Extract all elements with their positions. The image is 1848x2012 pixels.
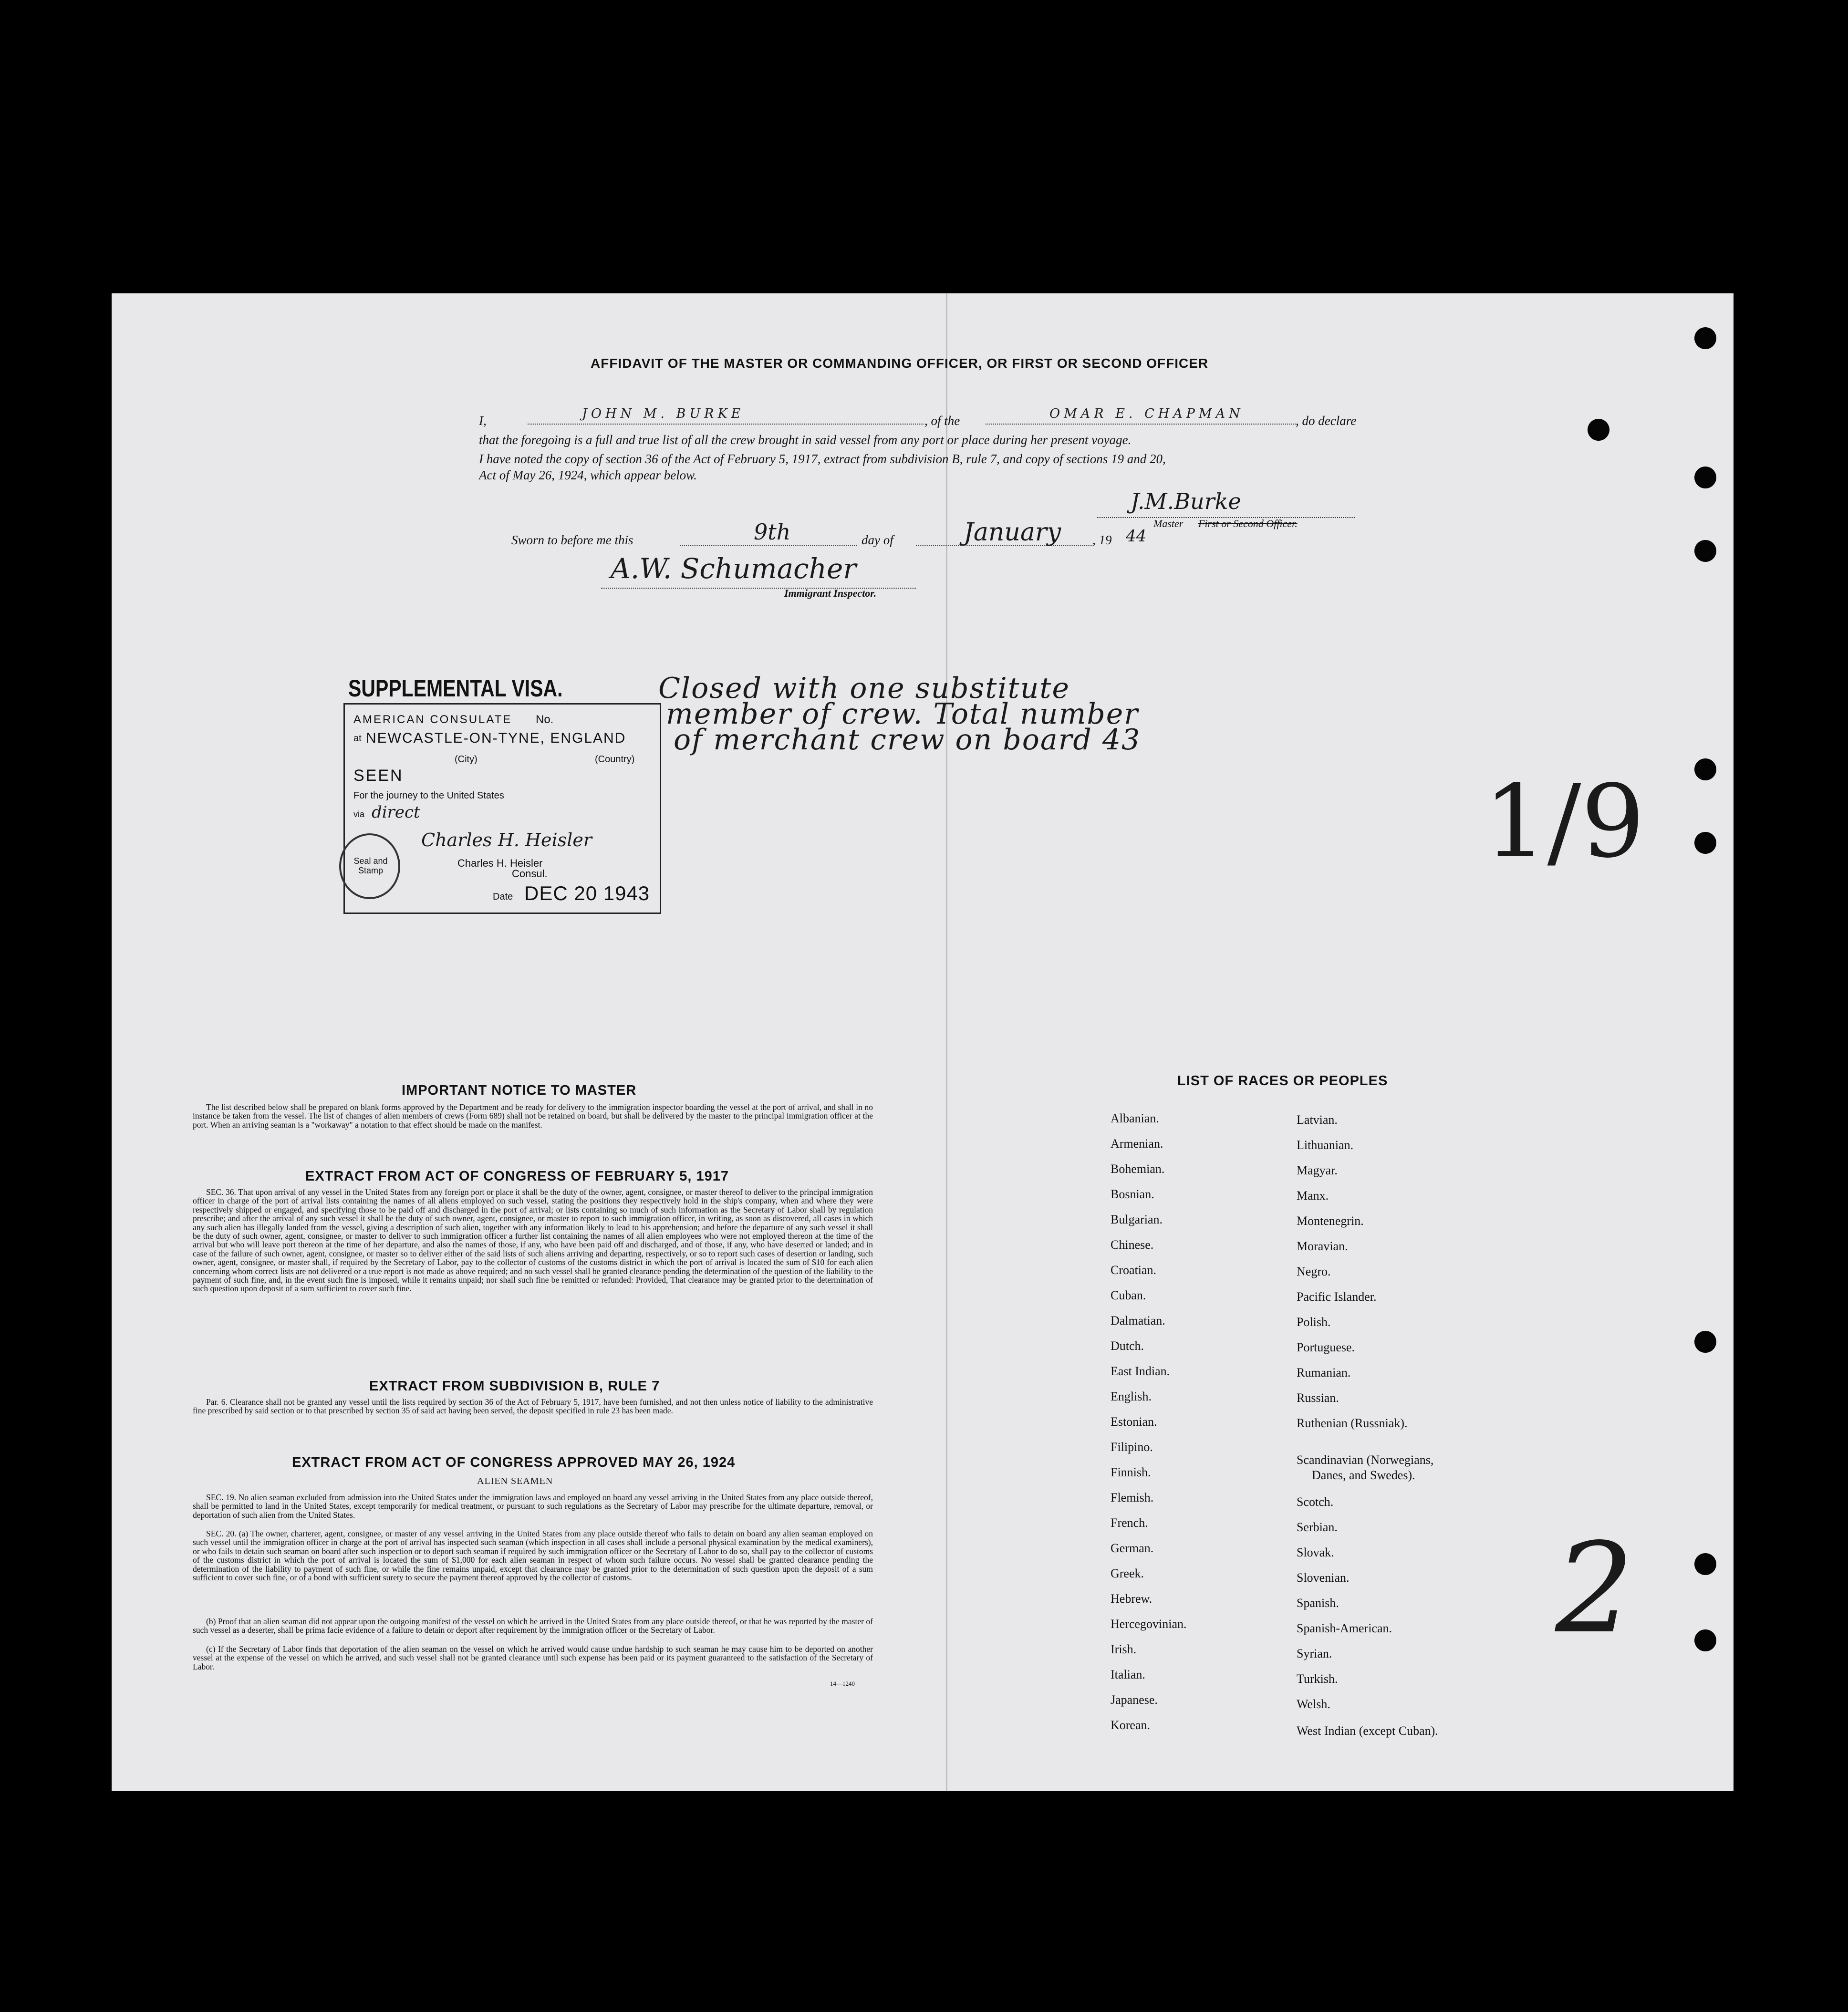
extract-rule-7-body: Par. 6. Clearance shall not be granted any vessel until the lists required by section 36 of the Act of February 5, 1917, have been furnished, and not then unless notice of liability to the administrative fine prescribed by said section or to that prescribed by section 35 of said act having been served, the deposit specified in rule 23 has been made.	[193, 1397, 873, 1416]
stamp-frame	[343, 703, 661, 914]
stamp-date: DEC 20 1943	[524, 882, 650, 904]
race-item: East Indian.	[1111, 1364, 1170, 1378]
race-item: Armenian.	[1111, 1137, 1163, 1151]
stamp-city: NEWCASTLE-ON-TYNE, ENGLAND	[366, 730, 626, 746]
binder-hole	[1694, 1553, 1716, 1575]
binder-hole	[1694, 832, 1716, 854]
race-item: Montenegrin.	[1297, 1214, 1364, 1228]
stamp-date-label: Date	[493, 892, 513, 902]
stamp-journey: For the journey to the United States	[353, 790, 504, 801]
race-item: Russian.	[1297, 1391, 1339, 1405]
race-item: Serbian.	[1297, 1520, 1338, 1534]
binder-hole	[1694, 540, 1716, 562]
race-item: Greek.	[1111, 1566, 1144, 1580]
race-item: Syrian.	[1297, 1647, 1332, 1660]
consul-name: Charles H. Heisler	[457, 857, 543, 869]
race-item: Finnish.	[1111, 1465, 1151, 1479]
stamp-no-label: No.	[536, 713, 554, 726]
races-title: LIST OF RACES OR PEOPLES	[1177, 1073, 1388, 1089]
race-item: Danes, and Swedes).	[1312, 1468, 1415, 1482]
stamp-country-label: (Country)	[595, 754, 635, 765]
race-item: Filipino.	[1111, 1440, 1153, 1454]
race-item: Welsh.	[1297, 1697, 1330, 1711]
sworn-day-line	[680, 545, 857, 546]
stamp-city-label: (City)	[455, 754, 478, 765]
officer-label-struck: First or Second Officer.	[1198, 518, 1298, 529]
consul-title: Consul.	[512, 868, 548, 880]
race-item: English.	[1111, 1390, 1152, 1403]
day-of-label: day of	[862, 533, 893, 547]
race-item: Spanish-American.	[1297, 1621, 1392, 1635]
affidavit-line-2: that the foregoing is a full and true list of all the crew brought in said vessel from any port or place during her present voyage.	[479, 433, 1132, 447]
consul-signature: Charles H. Heisler	[421, 830, 592, 850]
race-item: Magyar.	[1297, 1163, 1338, 1177]
race-item: Scotch.	[1297, 1495, 1334, 1509]
form-number: 14—1240	[830, 1680, 855, 1687]
race-item: Moravian.	[1297, 1239, 1348, 1253]
binder-hole	[1694, 758, 1716, 780]
affidavit-line-3: I have noted the copy of section 36 of the Act of February 5, 1917, extract from subdivision B, rule 7, and copy of sections 19 and 20,	[479, 452, 1166, 466]
race-item: German.	[1111, 1541, 1154, 1555]
race-item: Japanese.	[1111, 1693, 1158, 1707]
race-item: Croatian.	[1111, 1263, 1157, 1277]
inspector-label: Immigrant Inspector.	[784, 587, 877, 599]
stamp-consulate: AMERICAN CONSULATE	[353, 713, 512, 726]
extract-1924-subtitle: ALIEN SEAMEN	[477, 1476, 553, 1486]
race-item: Bohemian.	[1111, 1162, 1165, 1176]
race-item: Spanish.	[1297, 1596, 1339, 1610]
inspector-signature: A.W. Schumacher	[611, 552, 857, 585]
race-item: Hebrew.	[1111, 1592, 1152, 1606]
page-number-mark: 1/9	[1484, 763, 1645, 880]
race-item: Polish.	[1297, 1315, 1331, 1329]
extract-1924-sec20b: (b) Proof that an alien seaman did not appear upon the outgoing manifest of the vessel on which he arrived in the United States from any place outside thereof, or that he was reported by the master of such vessel as a deserter, shall be prima facie evidence of a failure to detain or deport after requirement by the immigration officer or the Secretary of Labor.	[193, 1617, 873, 1635]
race-item: Chinese.	[1111, 1238, 1154, 1252]
binder-hole	[1694, 1629, 1716, 1651]
race-item: Ruthenian (Russniak).	[1297, 1416, 1408, 1430]
race-item: Pacific Islander.	[1297, 1290, 1377, 1304]
stamp-route: direct	[372, 803, 420, 822]
sworn-year: 44	[1126, 527, 1147, 546]
race-item: Bosnian.	[1111, 1187, 1154, 1201]
binder-hole	[1694, 467, 1716, 488]
master-name-line	[528, 424, 924, 425]
extract-rule-7-title: EXTRACT FROM SUBDIVISION B, RULE 7	[369, 1379, 660, 1394]
master-signature: J.M.Burke	[1131, 488, 1241, 514]
race-item: Negro.	[1297, 1265, 1331, 1278]
master-name: JOHN M. BURKE	[582, 406, 745, 421]
race-item: Dalmatian.	[1111, 1314, 1165, 1328]
sworn-day: 9th	[754, 519, 791, 545]
consulate-seal	[339, 833, 400, 899]
notice-title: IMPORTANT NOTICE TO MASTER	[402, 1083, 637, 1098]
check-mark: 2	[1555, 1517, 1634, 1661]
race-item: Korean.	[1111, 1718, 1151, 1732]
extract-1924-sec20c: (c) If the Secretary of Labor finds that deportation of the alien seaman on the vessel on which he arrived would cause undue hardship to such seaman he may cause him to be deported on another vessel at the expense of the vessel on which he arrived, and such vessel shall not be granted clearance until such expense has been paid or its payment guaranteed to the satisfaction of the Secretary of Labor.	[193, 1644, 873, 1671]
affidavit-title: AFFIDAVIT OF THE MASTER OR COMMANDING OFFICER, OR FIRST OR SECOND OFFICER	[591, 356, 1209, 371]
affidavit-i: I,	[479, 414, 487, 428]
seal-text: Seal and Stamp	[353, 856, 388, 875]
race-item: Dutch.	[1111, 1339, 1144, 1353]
handwritten-note-line-2: member of crew. Total number	[666, 697, 1139, 731]
race-item: Cuban.	[1111, 1288, 1146, 1302]
extract-1917-body: SEC. 36. That upon arrival of any vessel in the United States from any foreign port or place it shall be the duty of the owner, agent, consignee, or master thereof to deliver to the principal immigration officer in charge of the port of arrival lists containing the names of all aliens employed on such vessel, stating the positions they respectively hold in the ship's company, when and where they were respectively shipped or engaged, and specifying those to be paid off and discharged in the port of arrival; or lists containing so much of such information as the Secretary of Labor shall by regulation prescribe; and after the arrival of any such vessel it shall be the duty of such owner, agent, consignee, or master to report to such immigration officer, in writing, as soon as discovered, all cases in which any such alien has illegally landed from the vessel, giving a description of such alien, together with any information likely to lead to his apprehension; and before the departure of any such vessel it shall be the duty of such owner, agent, consignee, or master to deliver to such immigration officer a further list containing the names of all alien employees who were not employed thereon at the time of the arrival but who will leave port thereon at the time of her departure, and also the names of those, if any, who have been paid off and discharged, and of those, if any, who have deserted or landed; and in case of the failure of such owner, agent, consignee, or master so to deliver either of the said lists of such aliens arriving and departing, respectively, or so to report such cases of desertion or landing, such owner, agent, consignee, or master shall, if required by the Secretary of Labor, pay to the collector of customs of the customs district in which the port of arrival is located the sum of $10 for each alien concerning whom correct lists are not delivered or a true report is not made as above required; and no such vessel shall be granted clearance pending the determination of the question of the liability to the payment of such fine, and, in the event such fine is imposed, while it remains unpaid; nor shall such fine be remitted or refunded: Provided, That clearance may be granted prior to the determination of such question upon deposit of a sum sufficient to cover such fine.	[193, 1187, 873, 1294]
race-item: Manx.	[1297, 1189, 1329, 1203]
race-item: Irish.	[1111, 1642, 1137, 1656]
binder-hole	[1588, 419, 1609, 441]
extract-1924-title: EXTRACT FROM ACT OF CONGRESS APPROVED MAY 26, 1924	[292, 1455, 736, 1470]
binder-hole	[1694, 1331, 1716, 1353]
race-item: Albanian.	[1111, 1111, 1159, 1125]
extract-1924-sec20a: SEC. 20. (a) The owner, charterer, agent, consignee, or master of any vessel arriving in the United States from any place outside thereof who fails to detain on board any alien seaman employed on such vessel until the immigration officer in charge at the port of arrival has inspected such seaman (which inspection in all cases shall include a personal physical examination by the medical examiners), or who fails to detain such seaman on board after such inspection or to deport such seaman if required by such immigration officer or the Secretary of Labor to do so, shall pay to the collector of customs of the customs district in which the port of arrival is located the sum of $1,000 for each alien seaman in respect of whom such failure occurs. No vessel shall be granted clearance pending the determination of the liability to payment of such fine, or while the fine remains unpaid, except that clearance may be granted prior to the determination of such question upon the deposit of a sum sufficient to cover such fine, or of a bond with sufficient surety to secure the payment thereof approved by the collector of customs.	[193, 1529, 873, 1583]
handwritten-note-line-3: of merchant crew on board 43	[674, 723, 1141, 757]
sworn-prefix: Sworn to before me this	[511, 533, 633, 547]
stamp-at: at	[353, 733, 362, 744]
race-item: French.	[1111, 1516, 1148, 1530]
race-item: Italian.	[1111, 1668, 1145, 1681]
extract-1924-sec19: SEC. 19. No alien seaman excluded from admission into the United States under the immigration laws and employed on board any vessel arriving in the United States from any place outside thereof, shall be permitted to land in the United States, except temporarily for medical treatment, or pursuant to such regulations as the Secretary of Labor may prescribe for the ultimate departure, removal, or deportation of such alien from the United States.	[193, 1493, 873, 1520]
race-item: Lithuanian.	[1297, 1138, 1354, 1152]
notice-body: The list described below shall be prepared on blank forms approved by the Department and be ready for delivery to the immigration inspector boarding the vessel at the port of arrival, and shall in no instance be taken from the vessel. The list of changes of alien members of crews (Form 689) shall not be retained on board, but shall be delivered by the master to the principal immigration officer at the port. When an arriving seaman is a "workaway" a notation to that effect should be made on the manifest.	[193, 1102, 873, 1130]
stamp-title: SUPPLEMENTAL VISA.	[348, 675, 563, 702]
master-label: Master	[1153, 518, 1184, 529]
race-item: West Indian (except Cuban).	[1297, 1724, 1438, 1738]
race-item: Slovak.	[1297, 1545, 1334, 1559]
race-item: Hercegovinian.	[1111, 1617, 1187, 1631]
extract-1917-title: EXTRACT FROM ACT OF CONGRESS OF FEBRUARY 5, 1917	[305, 1169, 729, 1184]
stamp-via: via	[353, 809, 365, 819]
binder-hole	[1694, 327, 1716, 349]
race-item: Bulgarian.	[1111, 1213, 1163, 1226]
race-item: Slovenian.	[1297, 1571, 1350, 1585]
stamp-seen: SEEN	[353, 767, 404, 785]
race-item: Estonian.	[1111, 1415, 1157, 1429]
fold-line	[946, 293, 947, 1791]
affidavit-line-4: Act of May 26, 1924, which appear below.	[479, 468, 697, 482]
handwritten-note-line-1: Closed with one substitute	[658, 672, 1070, 705]
race-item: Turkish.	[1297, 1672, 1338, 1686]
race-item: Portuguese.	[1297, 1340, 1355, 1354]
sworn-month: January	[964, 518, 1061, 547]
race-item: Flemish.	[1111, 1491, 1154, 1504]
year-prefix: , 19	[1092, 533, 1112, 547]
race-item: Rumanian.	[1297, 1366, 1351, 1379]
vessel-name-line	[986, 424, 1296, 425]
affidavit-do-declare: , do declare	[1296, 414, 1357, 428]
affidavit-of-the: , of the	[924, 414, 960, 428]
race-item: Scandinavian (Norwegians,	[1297, 1453, 1434, 1467]
vessel-name: OMAR E. CHAPMAN	[1049, 406, 1244, 421]
race-item: Latvian.	[1297, 1113, 1338, 1127]
